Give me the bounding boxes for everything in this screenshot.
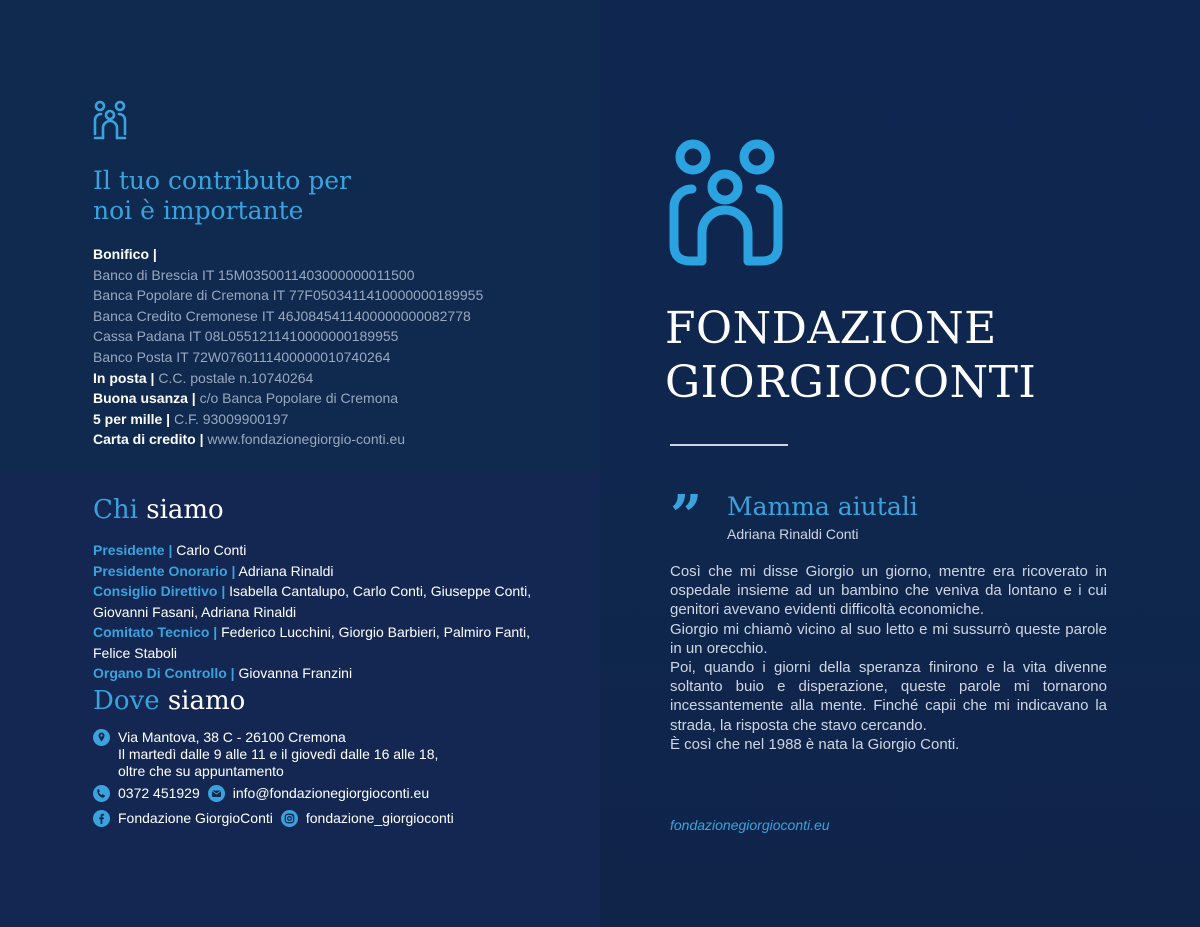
facebook-icon [93,810,110,827]
quote-paragraph: È così che nel 1988 è nata la Giorgio Conti. [670,735,960,753]
phone-number[interactable]: 0372 451929 [118,785,200,801]
bank-line: Banco Posta IT 72W0760111400000010740264 [93,348,391,365]
chi-siamo-title: Chi siamo [93,495,224,525]
presidente-value: Carlo Conti [172,542,247,558]
hours-line: Il martedì dalle 9 alle 11 e il giovedì dalle 16 alle 18, [118,746,439,762]
quote-title: Mamma aiutali [727,492,918,521]
quote-body [670,562,1107,754]
board-members [93,540,533,684]
divider [670,444,788,446]
presidente-label: Presidente | [93,542,173,558]
address-line: Via Mantova, 38 C - 26100 Cremona [118,729,346,745]
website-link[interactable]: fondazionegiorgioconti.eu [670,817,830,833]
instagram-icon [281,810,298,827]
carta-value: www.fondazionegiorgio-conti.eu [203,431,406,448]
facebook-link[interactable]: Fondazione GiorgioConti [118,810,273,826]
location-pin-icon [93,729,110,746]
organo-value: Giovanna Franzini [234,665,353,681]
mille-value: C.F. 93009900197 [170,410,289,427]
posta-label: In posta | [93,369,155,386]
mille-label: 5 per mille | [93,410,171,427]
consiglio-value: Isabella Cantalupo, Carlo Conti, Giuseppe Conti, Giovanni Fasani, Adriana Rinaldi [93,583,532,620]
usanza-value: c/o Banca Popolare di Cremona [195,390,399,407]
family-logo-large-icon [668,137,784,267]
quote-icon: ” [670,483,703,549]
quote-paragraph: Così che mi disse Giorgio un giorno, mentre era ricoverato in ospedale insieme ad un bambino che veniva da lontano e i cui genitori avevano evidenti difficoltà economiche. [670,563,1107,619]
posta-value: C.C. postale n.10740264 [154,369,314,386]
quote-paragraph: Giorgio mi chiamò vicino al suo letto e mi sussurrò queste parole in un orecchio. [670,620,1107,657]
family-logo-small-icon [92,100,128,140]
bank-line: Cassa Padana IT 08L0551211410000000189955 [93,328,399,345]
instagram-link[interactable]: fondazione_giorgioconti [305,810,454,826]
quote-author: Adriana Rinaldi Conti [727,526,859,542]
comitato-label: Comitato Tecnico | [93,624,218,640]
phone-icon [93,785,110,802]
organo-label: Organo Di Controllo | [93,665,235,681]
bonifico-label: Bonifico | [93,246,157,262]
social-row [93,810,454,827]
hours-line: oltre che su appuntamento [118,763,284,779]
email-link[interactable]: info@fondazionegiorgioconti.eu [232,785,430,801]
bank-line: Banca Popolare di Cremona IT 77F0503411410000000189955 [93,287,484,304]
organization-name: FONDAZIONE GIORGIOCONTI [665,303,1037,408]
bank-line: Banco di Brescia IT 15M0350011403000000011500 [93,266,415,283]
contribute-title: Il tuo contributo per noi è importante [93,166,352,225]
dove-siamo-title: Dove siamo [93,686,246,716]
usanza-label: Buona usanza | [93,390,196,407]
bank-line: Banca Credito Cremonese IT 46J0845411400000000082778 [93,307,471,324]
address-row [93,729,438,780]
comitato-value: Federico Lucchini, Giorgio Barbieri, Palmiro Fanti, Felice Staboli [93,624,531,661]
phone-email-row [93,785,429,802]
onorario-label: Presidente Onorario | [93,562,236,579]
donation-methods [93,244,483,450]
quote-paragraph: Poi, quando i giorni della speranza finirono e la vita divenne soltanto buio e disperazione, queste parole mi tornarono incessantemente alla mente. Finché capii che mi indicavano la strada, la risposta che stavo cercando. [670,659,1107,734]
onorario-value: Adriana Rinaldi [235,562,334,579]
carta-label: Carta di credito | [93,431,204,448]
consiglio-label: Consiglio Direttivo | [93,583,226,599]
email-icon [208,785,225,802]
about-panel [0,470,600,927]
